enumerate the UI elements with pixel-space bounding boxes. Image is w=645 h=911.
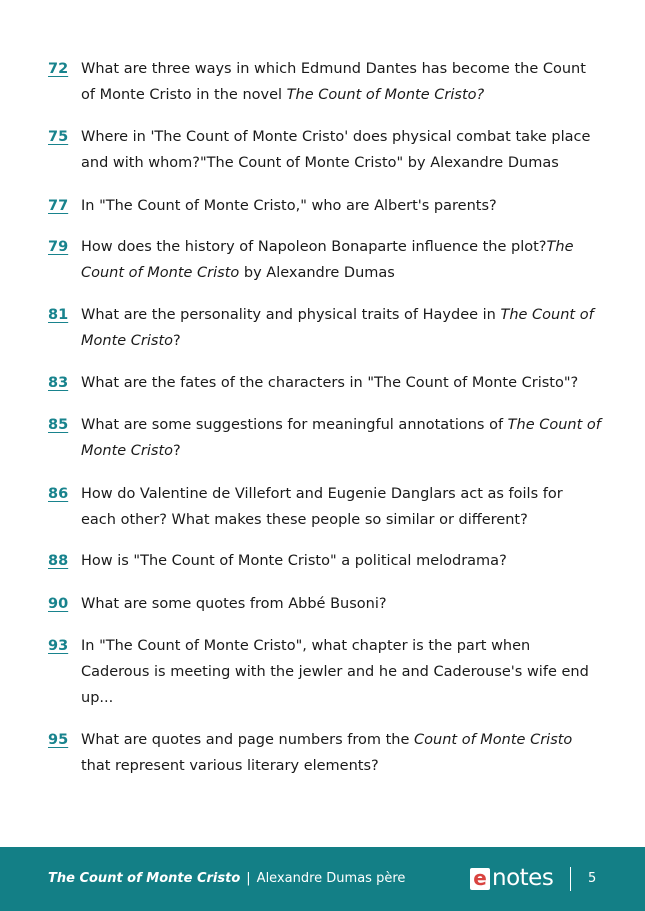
question-page-link[interactable]: 95 [48,732,69,748]
question-text: How does the history of Napoleon Bonaparte influence the plot?The Count of Monte Cristo by Alexandre Dumas [81,239,574,281]
footer-separator: | [246,871,251,886]
question-page-link[interactable]: 86 [48,486,69,502]
enotes-logo-text: notes [492,865,554,891]
question-text: In "The Count of Monte Cristo", what chapter is the part when Caderous is meeting with the jewler and he and Caderouse's wife end up... [81,638,589,706]
question-page-link[interactable]: 88 [48,553,69,569]
page-footer [0,847,645,911]
question-text: What are the fates of the characters in "The Count of Monte Cristo"? [81,375,579,391]
question-page-link[interactable]: 79 [48,239,69,255]
enotes-logo-e-icon: e [470,868,490,890]
question-page-link[interactable]: 81 [48,307,69,323]
question-page-link[interactable]: 72 [48,61,69,77]
question-text: What are three ways in which Edmund Dantes has become the Count of Monte Cristo in the novel The Count of Monte Cristo? [81,61,586,103]
question-text: How do Valentine de Villefort and Eugenie Danglars act as foils for each other? What makes these people so similar or different? [81,486,563,528]
question-page-link[interactable]: 83 [48,375,69,391]
footer-book-title: The Count of Monte Cristo [48,871,241,886]
question-text: What are some quotes from Abbé Busoni? [81,596,387,612]
question-text: How is "The Count of Monte Cristo" a political melodrama? [81,553,507,569]
question-page-link[interactable]: 77 [48,198,69,214]
footer-title [48,871,405,887]
question-page-link[interactable]: 93 [48,638,69,654]
question-text: In "The Count of Monte Cristo," who are Albert's parents? [81,198,497,214]
question-page-link[interactable]: 85 [48,417,69,433]
question-page-link[interactable]: 90 [48,596,69,612]
question-text: What are quotes and page numbers from the Count of Monte Cristo that represent various literary elements? [81,732,573,774]
question-text: What are the personality and physical traits of Haydee in The Count of Monte Cristo? [81,307,594,349]
footer-author: Alexandre Dumas père [256,871,406,886]
question-page-link[interactable]: 75 [48,129,69,145]
question-text: Where in 'The Count of Monte Cristo' does physical combat take place and with whom?"The Count of Monte Cristo" by Alexandre Dumas [81,129,591,171]
page-number: 5 [588,871,597,886]
footer-divider [570,867,571,891]
question-text: What are some suggestions for meaningful annotations of The Count of Monte Cristo? [81,417,601,459]
